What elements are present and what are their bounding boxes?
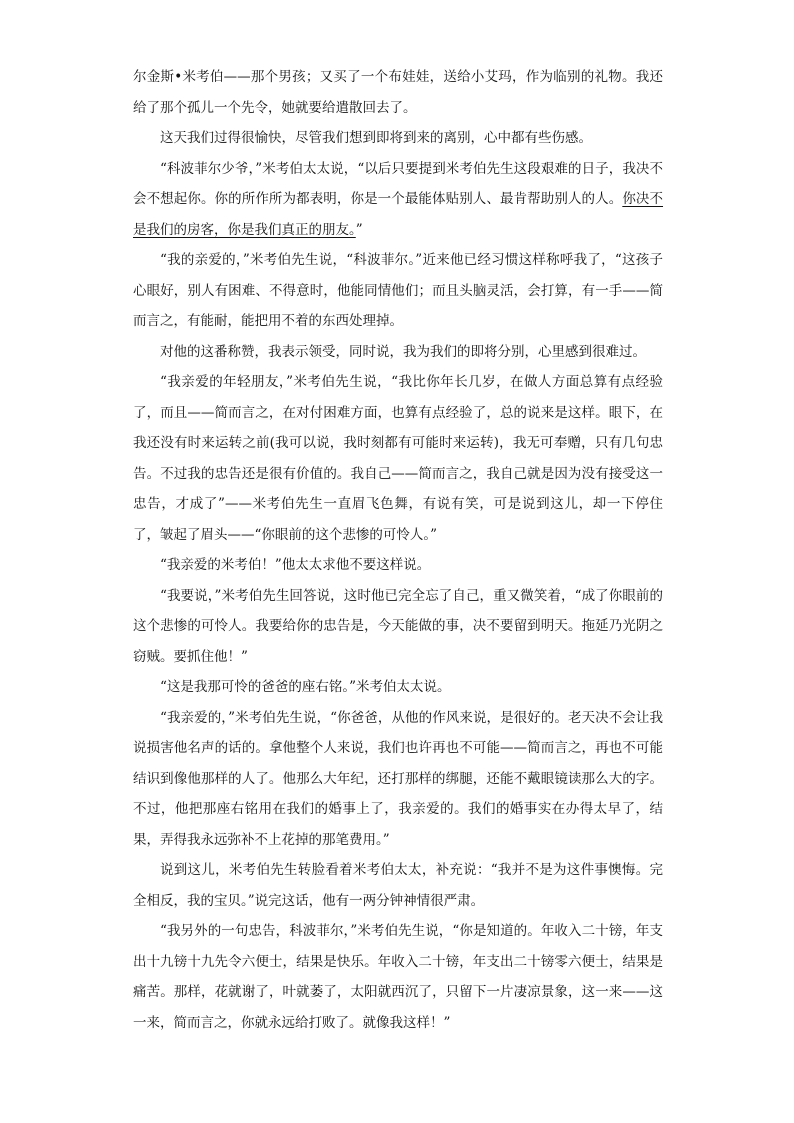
text-segment: “我亲爱的米考伯！”他太太求他不要这样说。 xyxy=(160,557,431,573)
underlined-sentence: 你决不是我们的房客，你是我们真正的朋友。 xyxy=(133,191,664,238)
paragraph-p10 xyxy=(133,703,663,856)
text-segment: “我的亲爱的，”米考伯先生说，“科波菲尔。”近来他已经习惯这样称呼我了，“这孩子心眼好，别人有困难、不得意时，他能同情他们；而且头脑灵活，会打算，有一手——简而言之，有能耐，能把用不着的东西处理掉。 xyxy=(133,252,663,329)
paragraph-p4 xyxy=(133,245,663,337)
paragraph-p7 xyxy=(133,550,663,581)
text-segment: 尔金斯•米考伯——那个男孩；又买了一个布娃娃，送给小艾玛，作为临别的礼物。我还给了那个孤儿一个先令，她就要给遣散回去了。 xyxy=(133,69,663,116)
text-segment: 说到这儿，米考伯先生转脸看着米考伯太太，补充说：“我并不是为这件事懊悔。完全相反，我的宝贝。”说完这话，他有一两分钟神情很严肃。 xyxy=(133,862,663,909)
paragraph-p3 xyxy=(133,154,663,246)
paragraph-p11 xyxy=(133,855,663,916)
text-segment: “我亲爱的，”米考伯先生说，“你爸爸，从他的作风来说，是很好的。老天决不会让我说损害他名声的话的。拿他整个人来说，我们也许再也不可能——简而言之，再也不可能结识到像他那样的人了。他那么大年纪，还打那样的绑腿，还能不戴眼镜读那么大的字。不过，他把那座右铭用在我们的婚事上了，我亲爱的。我们的婚事实在办得太早了，结果，弄得我永远弥补不上花掉的那笔费用。” xyxy=(133,709,663,848)
text-segment: ” xyxy=(355,221,363,238)
text-segment: “我要说，”米考伯先生回答说，这时他已完全忘了自己，重又微笑着，“成了你眼前的这个悲惨的可怜人。我要给你的忠告是，今天能做的事，决不要留到明天。拖延乃光阴之窃贼。要抓住他！” xyxy=(133,587,663,665)
text-segment: “这是我那可怜的爸爸的座右铭。”米考伯太太说。 xyxy=(160,679,451,695)
text-segment: “科波菲尔少爷，”米考伯太太说，“以后只要提到米考伯先生这段艰难的日子，我决不会不想起你。你的所作所为都表明，你是一个最能体贴别人、最肯帮助别人的人。 xyxy=(133,160,663,207)
text-segment: 对他的这番称赞，我表示领受，同时说，我为我们的即将分别，心里感到很难过。 xyxy=(160,343,646,360)
paragraph-p8 xyxy=(133,581,663,673)
text-segment: “我亲爱的年轻朋友，”米考伯先生说，“我比你年长几岁，在做人方面总算有点经验了，而且——简而言之，在对付困难方面，也算有点经验了，总的说来是这样。眼下，在我还没有时来运转之前(我可以说，我时刻都有可能时来运转)，我无可奉赠，只有几句忠告。不过我的忠告还是很有价值的。我自己——简而言之，我自己就是因为没有接受这一忠告，才成了”——米考伯先生一直眉飞色舞，有说有笑，可是说到这儿，却一下停住了，皱起了眉头——“你眼前的这个悲惨的可怜人。” xyxy=(133,374,663,543)
paragraph-p9 xyxy=(133,672,663,703)
document-body xyxy=(133,62,663,1038)
paragraph-p6 xyxy=(133,367,663,550)
text-segment: 这天我们过得很愉快，尽管我们想到即将到来的离别，心中都有些伤感。 xyxy=(160,130,592,146)
paragraph-p1 xyxy=(133,62,663,123)
paragraph-p5 xyxy=(133,337,663,368)
paragraph-p2 xyxy=(133,123,663,154)
paragraph-p12 xyxy=(133,916,663,1038)
text-segment: “我另外的一句忠告，科波菲尔，”米考伯先生说，“你是知道的。年收入二十镑，年支出十九镑十九先令六便士，结果是快乐。年收入二十镑，年支出二十镑零六便士，结果是痛苦。那样，花就谢了，叶就萎了，太阳就西沉了，只留下一片凄凉景象，这一来——这一来，简而言之，你就永远给打败了。就像我这样！” xyxy=(133,923,663,1031)
